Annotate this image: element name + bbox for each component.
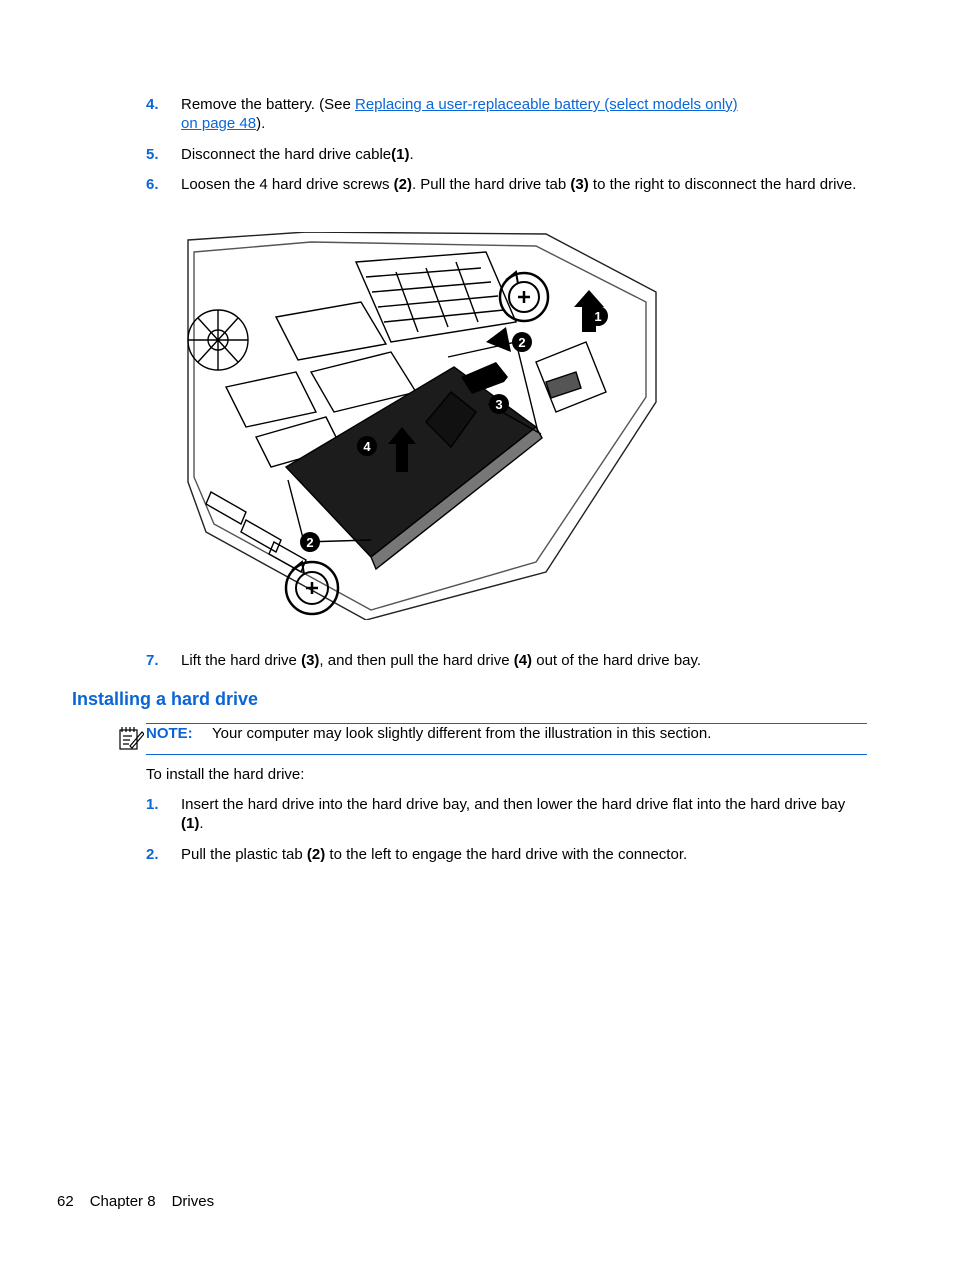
callout-1: 1 [594,309,602,324]
step-text: Disconnect the hard drive cable(1). [181,146,414,163]
step-number: 1. [146,796,159,813]
step-number: 5. [146,146,159,163]
hard-drive-removal-illustration [186,232,658,620]
note-label: NOTE: [146,725,193,742]
chapter-label: Chapter 8 [89,1193,156,1210]
step-text: Insert the hard drive into the hard drive bay, and then lower the hard drive flat into the hard drive bay (1). [181,796,846,832]
callout-2-bottom: 2 [306,535,314,550]
step-text: Pull the plastic tab (2) to the left to engage the hard drive with the connector. [181,846,688,863]
step-text: Loosen the 4 hard drive screws (2). Pull the hard drive tab (3) to the right to disconnect the hard drive. [181,176,857,193]
section-heading: Installing a hard drive [72,689,259,709]
page-number: 62 [57,1193,74,1210]
note-text: Your computer may look slightly different from the illustration in this section. [212,725,712,742]
step-number: 2. [146,846,159,863]
step-text: Remove the battery. (See Replacing a user-replaceable battery (select models only) on page 48). [181,96,738,132]
step-number: 4. [146,96,159,113]
step-number: 6. [146,176,159,193]
note-icon [118,726,144,750]
page-48-link[interactable]: on page 48 [181,115,257,132]
callout-2-top: 2 [518,335,526,350]
battery-link[interactable]: Replacing a user-replaceable battery (select models only) [354,96,738,113]
callout-4: 4 [363,439,371,454]
page-footer [57,1192,230,1211]
step-text: Lift the hard drive (3), and then pull the hard drive (4) out of the hard drive bay. [181,652,702,669]
note-bottom-rule [146,754,867,755]
install-intro: To install the hard drive: [146,766,305,783]
step-number: 7. [146,652,159,669]
chapter-title: Drives [171,1193,215,1210]
callout-3: 3 [495,397,503,412]
